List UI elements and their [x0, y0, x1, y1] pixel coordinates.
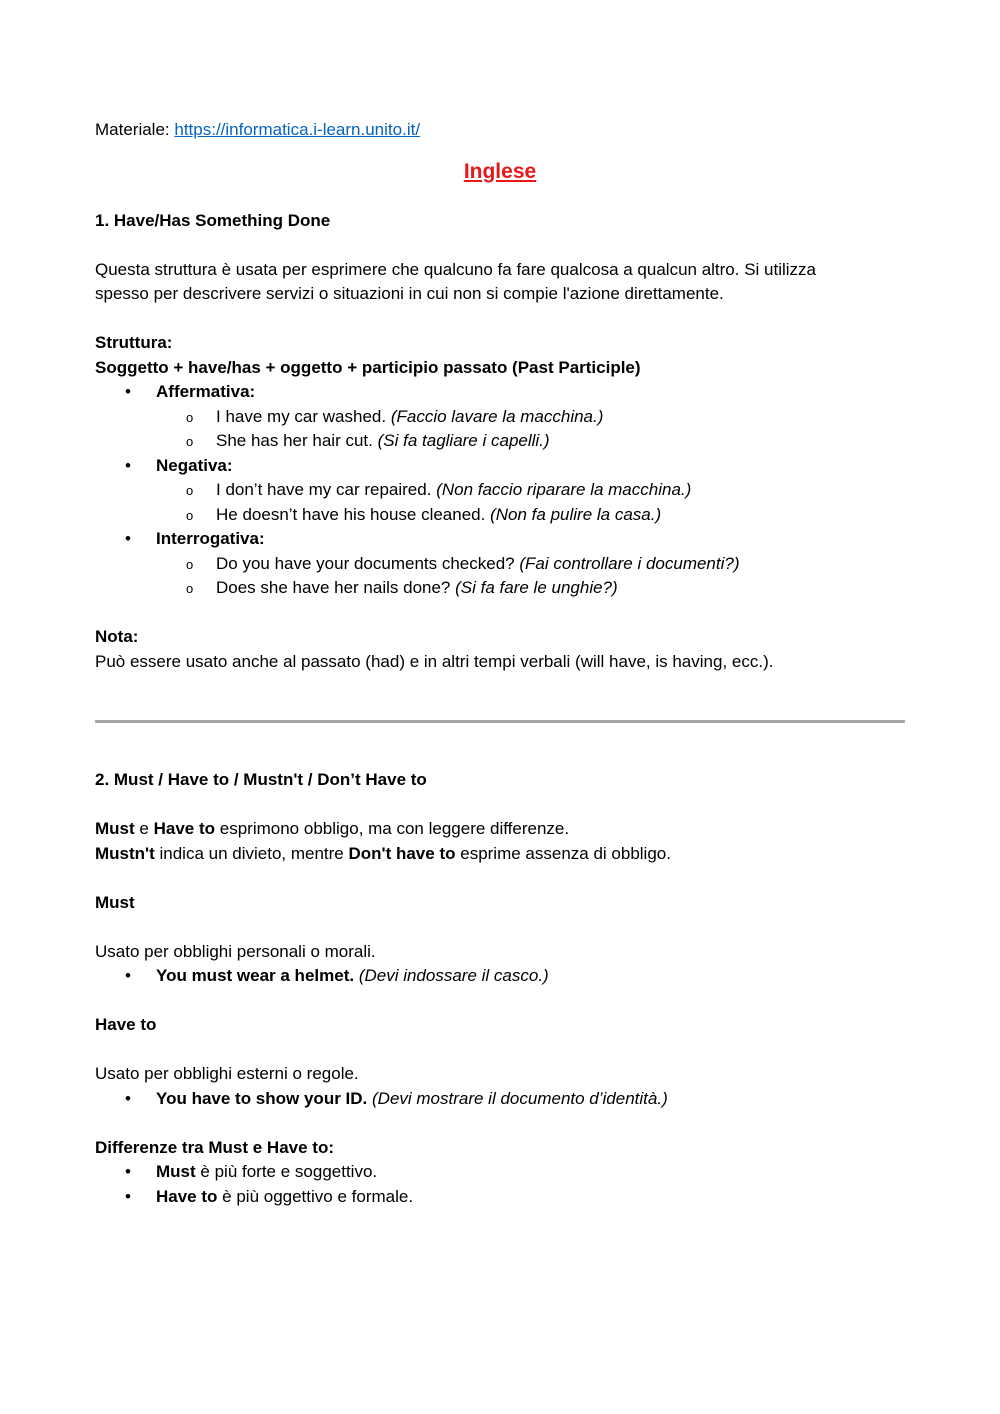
- line-2-rest: esprime assenza di obbligo.: [460, 843, 671, 863]
- example-en: I don’t have my car repaired.: [216, 480, 432, 499]
- term-text: è più oggettivo e formale.: [222, 1186, 414, 1206]
- term-must: Must: [95, 819, 135, 838]
- forms-list: [95, 380, 905, 601]
- differences-list: [95, 1160, 905, 1209]
- line-2-mid: indica un divieto, mentre: [159, 843, 344, 863]
- example-en: He doesn’t have his house cleaned.: [216, 504, 486, 524]
- example-item: [156, 576, 905, 601]
- differences-heading: Differenze tra Must e Have to:: [95, 1137, 334, 1157]
- material-link[interactable]: https://informatica.i-learn.unito.it/: [174, 120, 421, 139]
- example-it: (Si fa fare le unghie?): [455, 578, 618, 597]
- structure-label: Struttura:: [95, 333, 173, 352]
- list-item: [95, 964, 905, 989]
- section-1-heading: 1. Have/Has Something Done: [95, 210, 331, 230]
- term-dont-have-to: Don't have to: [348, 843, 456, 863]
- material-label: Materiale:: [95, 120, 170, 139]
- form-label: Negativa:: [156, 455, 233, 475]
- examples-list: [95, 405, 905, 454]
- form-label: Interrogativa:: [156, 529, 265, 548]
- example-en: Does she have her nails done?: [216, 578, 451, 597]
- list-item: [95, 1185, 905, 1210]
- form-affermativa: [95, 380, 905, 454]
- example-it: (Fai controllare i documenti?): [519, 553, 740, 573]
- conjunction: e: [139, 819, 149, 838]
- list-item: [95, 1160, 905, 1185]
- example-it: (Devi mostrare il documento d’identità.): [372, 1088, 668, 1108]
- material-line: [95, 118, 905, 143]
- must-description: Usato per obblighi personali o morali.: [95, 941, 376, 961]
- section-2-line-1: [95, 817, 905, 842]
- examples-list: [95, 552, 905, 601]
- example-item: [156, 429, 905, 454]
- example-it: (Non faccio riparare la macchina.): [436, 480, 692, 499]
- form-negativa: [95, 454, 905, 528]
- examples-list: [95, 478, 905, 527]
- must-examples: [95, 964, 905, 989]
- example-item: [156, 552, 905, 577]
- example-en: I have my car washed.: [216, 406, 387, 426]
- example-en: She has her hair cut.: [216, 431, 373, 450]
- example-en: You have to show your ID.: [156, 1088, 368, 1108]
- must-heading: Must: [95, 892, 135, 912]
- term: Must: [156, 1162, 196, 1181]
- example-it: (Devi indossare il casco.): [358, 966, 549, 985]
- note-label: Nota:: [95, 627, 139, 646]
- form-interrogativa: [95, 527, 905, 601]
- term-text: è più forte e soggettivo.: [200, 1162, 378, 1181]
- term: Have to: [156, 1186, 218, 1206]
- structure-formula: Soggetto + have/has + oggetto + participio passato (Past Participle): [95, 357, 641, 377]
- page-title: Inglese: [463, 159, 537, 183]
- form-label: Affermativa:: [156, 382, 256, 401]
- have-to-description: Usato per obblighi esterni o regole.: [95, 1064, 359, 1083]
- section-2: [95, 768, 905, 1209]
- term-mustnt: Mustn't: [95, 843, 155, 863]
- section-1-intro-line-1: Questa struttura è usata per esprimere che qualcuno fa fare qualcosa a qualcun altro. Si utilizza: [95, 259, 817, 279]
- example-it: (Non fa pulire la casa.): [490, 504, 662, 524]
- have-to-examples: [95, 1087, 905, 1112]
- term-have-to: Have to: [153, 819, 216, 838]
- section-2-line-2: [95, 842, 905, 867]
- section-1: [95, 118, 905, 674]
- list-item: [95, 1087, 905, 1112]
- horizontal-divider: [95, 720, 905, 723]
- example-item: [156, 405, 905, 430]
- example-it: (Faccio lavare la macchina.): [390, 406, 604, 426]
- example-it: (Si fa tagliare i capelli.): [377, 431, 550, 450]
- note-text: Può essere usato anche al passato (had) e in altri tempi verbali (will have, is having, ecc.).: [95, 651, 774, 671]
- example-item: [156, 503, 905, 528]
- section-1-intro-line-2: spesso per descrivere servizi o situazioni in cui non si compie l'azione direttamente.: [95, 284, 724, 303]
- section-2-heading: 2. Must / Have to / Mustn't / Don’t Have to: [95, 770, 427, 789]
- example-item: [156, 478, 905, 503]
- example-en: Do you have your documents checked?: [216, 553, 515, 573]
- line-1-rest: esprimono obbligo, ma con leggere differenze.: [219, 819, 570, 838]
- example-en: You must wear a helmet.: [156, 966, 355, 985]
- have-to-heading: Have to: [95, 1015, 157, 1034]
